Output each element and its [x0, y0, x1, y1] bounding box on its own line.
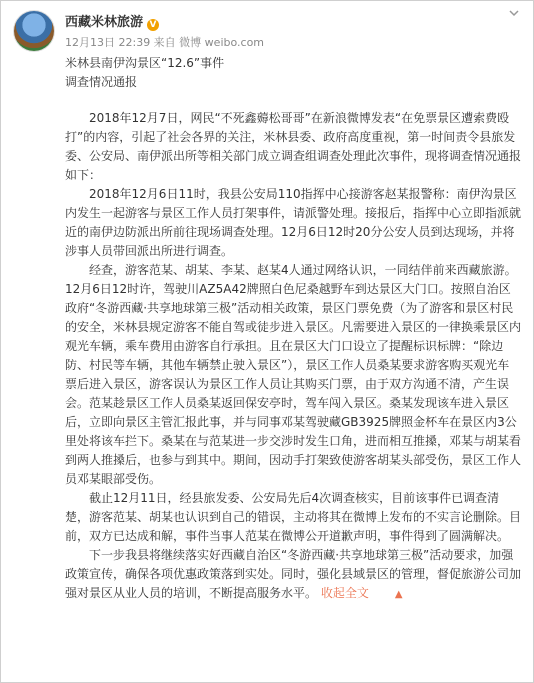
- collapse-link-label[interactable]: 收起全文: [320, 586, 369, 600]
- post-title-line1: 米林县南伊沟景区“12.6”事件: [65, 56, 225, 70]
- paragraph-report: 2018年12月6日11时，我县公安局110指挥中心接游客赵某报警称：南伊沟景区内发生一起游客与景区工作人员打架事件，请派警处理。接报后，指挥中心立即指派就近的南伊边防派出所前往现场调查处理。12月6日12时20分公安人员到达现场，并将涉事人员带回派出所进行调查。: [65, 187, 522, 258]
- paragraph-findings: 经查，游客范某、胡某、李某、赵某4人通过网络认识，一同结伴前来西藏旅游。12月6日12时许，驾驶川AZ5A42牌照白色尼桑越野车到达景区大门口。按照自治区政府“冬游西藏·共享地球第三极”活动相关政策，景区门票免费（为了游客和景区村民的安全，米林县规定游客不能自驾或徒步进入景区。凡需要进入景区的一律换乘景区内观光车辆，乘车费用由游客自行承担。且在景区大门口设立了提醒标识标牌：“除边防、村民等车辆，其他车辆禁止驶入景区”），景区工作人员桑某要求游客购买观光车票后进入景区，游客误认为景区工作人员让其购买门票，由于双方沟通不清，产生误会。范某趁景区工作人员桑某返回保安亭时，驾车闯入景区。桑某发现该车进入景区后，立即向景区主管汇报此事，并与同事邓某驾驶藏GB3925牌照金杯车在景区内3公里处将该车拦下。桑某在与范某进一步交涉时发生口角，进而相互推搡，邓某与胡某看到两人推搡后，也参与到其中。期间，因动手打架致使游客胡某头部受伤，景区工作人员邓某眼部受伤。: [65, 263, 522, 486]
- chevron-up-icon: ▲: [394, 589, 403, 600]
- paragraph-intro: 2018年12月7日，网民“不死鑫薅松哥哥”在新浪微博发表“在免票景区遭索费殴打”的内容，引起了社会各界的关注，米林县委、政府高度重视，第一时间责令县旅发委、公安局、南伊派出所等相关部门成立调查组调查处理此次事件，现将调查情况通报如下：: [65, 111, 522, 182]
- paragraph-resolution: 截止12月11日，经县旅发委、公安局先后4次调查核实，目前该事件已调查清楚，游客范某、胡某也认识到自己的错误，主动将其在微博上发布的不实言论删除。目前，双方已达成和解，事件当事人范某在微博公开道歉声明，事件得到了圆满解决。: [65, 491, 522, 543]
- paragraph-next-steps-text: 下一步我县将继续落实好西藏自治区“冬游西藏·共享地球第三极”活动要求，加强政策宣传，确保各项优惠政策落到实处。同时，强化县域景区的管理，督促旅游公司加强对景区从业人员的培训，不断提高服务水平。: [65, 548, 522, 600]
- author-name[interactable]: 西藏米林旅游: [65, 15, 144, 30]
- chevron-down-icon[interactable]: [507, 7, 521, 21]
- post-title-line2: 调查情况通报: [65, 75, 138, 89]
- post-meta: 12月13日 22:39 来自 微博 weibo.com: [65, 36, 265, 49]
- verified-badge-icon: V: [147, 19, 159, 31]
- paragraph-next-steps: [65, 546, 521, 604]
- author-line: [65, 11, 159, 31]
- post-body: [65, 54, 521, 604]
- blank-line: [65, 92, 521, 109]
- avatar[interactable]: [14, 11, 54, 51]
- collapse-link[interactable]: [317, 586, 403, 600]
